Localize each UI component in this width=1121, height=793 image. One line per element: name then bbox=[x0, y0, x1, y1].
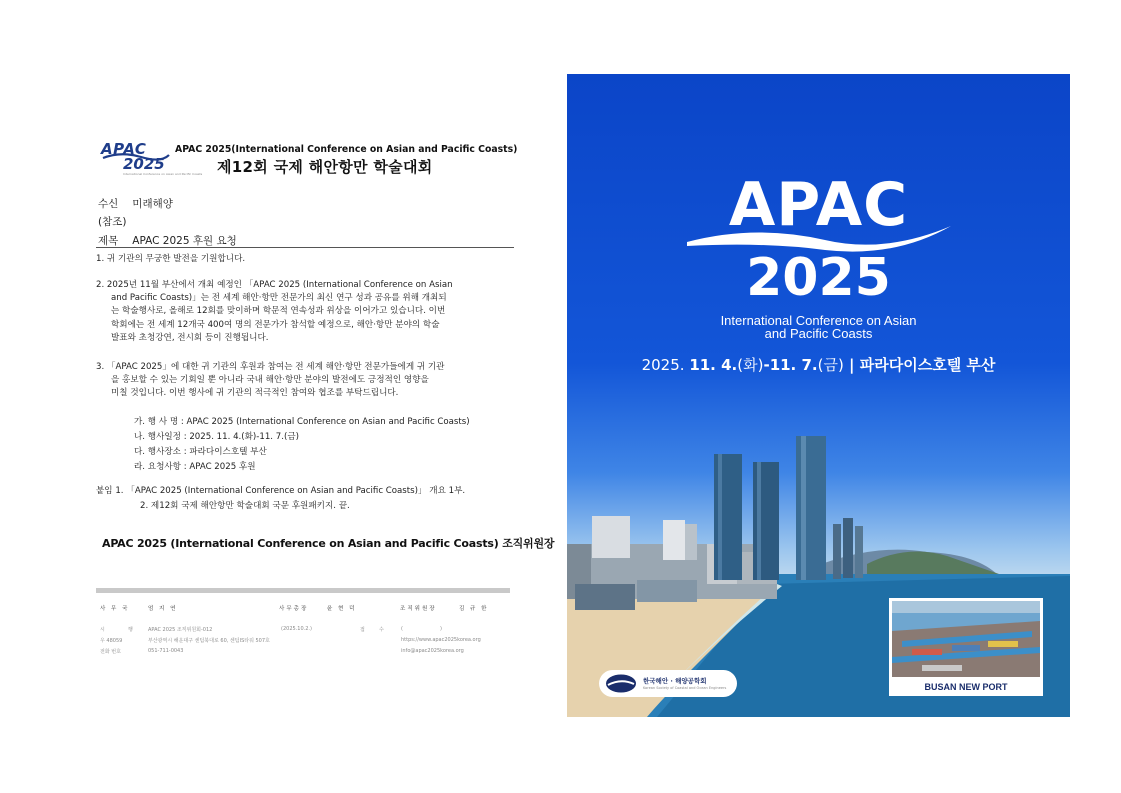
paragraph-2-line: 발표와 초청강연, 전시회 등이 진행됩니다. bbox=[111, 332, 269, 343]
header-english: APAC 2025(International Conference on Asian and Pacific Coasts) bbox=[175, 144, 518, 155]
footer-cell: 접 bbox=[360, 627, 365, 633]
poster-date-venue bbox=[567, 354, 1070, 375]
footer-phone-label: 전화 번호 bbox=[100, 649, 121, 655]
footer-email: info@apac2025korea.org bbox=[401, 648, 464, 654]
date-end: 11. 7. bbox=[769, 356, 818, 374]
attachment-2: 2. 제12회 국제 해안항만 학술대회 국문 후원패키지. 끝. bbox=[140, 501, 350, 511]
reference-label: (참조) bbox=[98, 216, 127, 228]
footer-cell: APAC 2025 조직위원회-012 bbox=[148, 627, 213, 633]
date-year: 2025. bbox=[641, 356, 690, 374]
paragraph-1-text: 1. 귀 기관의 무궁한 발전을 기원합니다. bbox=[96, 254, 246, 264]
paragraph-2 bbox=[96, 279, 516, 345]
busan-new-port-label: BUSAN NEW PORT bbox=[924, 682, 1008, 692]
apac-logo bbox=[101, 140, 203, 180]
footer-cell: 행 bbox=[128, 627, 133, 633]
society-name: 한국해안 · 해양공학회 bbox=[643, 677, 707, 685]
paragraph-3 bbox=[96, 361, 516, 401]
venue: | 파라다이스호텔 부산 bbox=[843, 356, 996, 374]
logo-apac-text: APAC bbox=[101, 140, 147, 158]
date-start-day: (화) bbox=[737, 356, 764, 374]
paragraph-3-line: 3. 「APAC 2025」에 대한 귀 기관의 후원과 참여는 전 세계 해안·항만 전문가들에게 귀 기관 bbox=[96, 362, 445, 372]
poster-year: 2025 bbox=[746, 248, 891, 308]
footer-cell: ) bbox=[440, 626, 442, 632]
date-start: 11. 4. bbox=[689, 356, 738, 374]
paragraph-2-line: 2. 2025년 11월 부산에서 개최 예정인 「APAC 2025 (International Conference on Asian bbox=[96, 280, 453, 290]
recipient-line bbox=[98, 196, 173, 211]
footer-cell: ( bbox=[401, 626, 403, 632]
society-badge bbox=[599, 670, 737, 697]
port-image bbox=[892, 601, 1040, 677]
event-name-item: 가. 행 사 명 : APAC 2025 (International Conference on Asian and Pacific Coasts) bbox=[134, 417, 470, 427]
subject-divider bbox=[96, 247, 514, 248]
request-item: 라. 요청사항 : APAC 2025 후원 bbox=[134, 462, 256, 472]
official-letter bbox=[0, 0, 555, 793]
paragraph-3-line: 을 홍보할 수 있는 기회일 뿐 아니라 국내 해안·항만 분야의 발전에도 긍정적인 영향을 bbox=[111, 375, 429, 386]
poster-conference-name bbox=[567, 314, 1070, 340]
footer-role-2: 사무총장 bbox=[279, 606, 309, 612]
footer-divider bbox=[96, 588, 510, 593]
footer-postal: 우 48059 bbox=[100, 638, 123, 644]
logo-subtitle: International Conference on Asian and Pacific Coasts bbox=[123, 172, 203, 176]
event-poster bbox=[567, 74, 1070, 717]
event-date-item: 나. 행사일정 : 2025. 11. 4.(화)-11. 7.(금) bbox=[134, 432, 299, 442]
busan-new-port-image bbox=[892, 601, 1040, 677]
society-english-name: Korean Society of Coastal and Ocean Engineers bbox=[643, 686, 727, 690]
footer-cell: 시 bbox=[100, 627, 105, 633]
paragraph-2-line: 학회에는 전 세계 12개국 400여 명의 전문가가 참석할 예정으로, 해안·항만 분야의 학술 bbox=[111, 319, 440, 330]
reference-line bbox=[98, 214, 126, 229]
subject-value: APAC 2025 후원 요청 bbox=[132, 235, 237, 247]
recipient-value: 미래해양 bbox=[132, 198, 173, 210]
paragraph-2-line: and Pacific Coasts)」는 전 세계 해안·항만 전문가의 최신 연구 성과 공유를 위해 개최되 bbox=[111, 293, 447, 304]
paragraph-3-line: 미칠 것입니다. 이번 행사에 귀 기관의 적극적인 참여와 협조를 부탁드립니다. bbox=[111, 388, 399, 399]
footer-role-3: 조직위원장 bbox=[400, 606, 437, 612]
date-end-day: (금) bbox=[817, 356, 844, 374]
footer-cell: 수 bbox=[379, 627, 384, 633]
poster-conference-line1: International Conference on Asian bbox=[720, 313, 917, 328]
recipient-label: 수신 bbox=[98, 198, 119, 210]
footer-name-2: 윤 현 덕 bbox=[327, 606, 357, 612]
footer-name-3: 김 규 한 bbox=[459, 606, 489, 612]
footer-address: 부산광역시 해운대구 센텀북대로 60, 센텀IS타워 507호 bbox=[148, 638, 270, 644]
poster-title: APAC bbox=[728, 170, 909, 240]
footer-cell: (2025.10.2.) bbox=[281, 626, 312, 632]
society-logo-icon bbox=[605, 674, 637, 693]
subject-line bbox=[98, 233, 237, 248]
event-venue-item: 다. 행사장소 : 파라다이스호텔 부산 bbox=[134, 447, 267, 457]
paragraph-2-line: 는 학술행사로, 올해로 12회를 맞이하며 학문적 연속성과 위상을 이어가고 있습니다. 이번 bbox=[111, 306, 446, 317]
footer-website: https://www.apac2025korea.org bbox=[401, 637, 481, 643]
logo-year-text: 2025 bbox=[123, 155, 165, 173]
footer-name-1: 엄 지 연 bbox=[148, 606, 178, 612]
poster-conference-line2: and Pacific Coasts bbox=[764, 326, 873, 341]
subject-label: 제목 bbox=[98, 235, 119, 247]
busan-new-port-inset bbox=[889, 598, 1043, 696]
paragraph-1 bbox=[96, 253, 516, 266]
attachment-1: 붙임 1. 「APAC 2025 (International Conference on Asian and Pacific Coasts)」 개요 1부. bbox=[96, 486, 466, 496]
footer-phone: 051-711-0043 bbox=[148, 648, 184, 654]
signature-line: APAC 2025 (International Conference on Asian and Pacific Coasts) 조직위원장 bbox=[102, 537, 555, 550]
date-separator: - bbox=[763, 356, 770, 374]
header-korean: 제12회 국제 해안항만 학술대회 bbox=[217, 158, 433, 176]
footer-role-1: 사 무 국 bbox=[100, 606, 130, 612]
